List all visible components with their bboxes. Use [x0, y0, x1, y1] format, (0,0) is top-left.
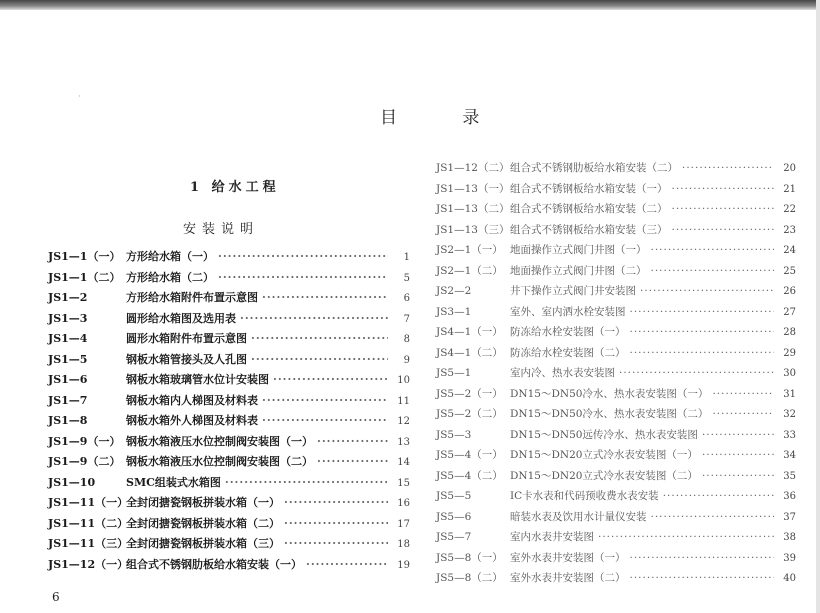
toc-entry-code: JS1—5	[48, 352, 88, 366]
toc-entry-page: 26	[783, 286, 796, 297]
toc-entry-page: 30	[783, 368, 796, 379]
toc-leader-dots	[672, 203, 775, 215]
toc-entry-code: JS4—1（一）	[436, 326, 503, 338]
toc-entry	[436, 324, 796, 345]
toc-entry-page: 28	[783, 327, 796, 338]
toc-entry-code: JS1—12（一）	[48, 557, 129, 571]
toc-entry-page: 29	[783, 347, 796, 359]
toc-entry-code: JS1—1（二）	[48, 270, 121, 284]
toc-entry-name: 室内冷、热水表安装图	[510, 367, 615, 379]
toc-entry-name: 室外水表井安装图（二）	[510, 572, 626, 584]
toc-entry-name: 组合式不锈钢肋板给水箱安装（一）	[126, 557, 302, 571]
toc-entry-code: JS5—7	[436, 531, 472, 543]
toc-entry	[436, 529, 796, 550]
toc-entry	[48, 330, 410, 351]
toc-right-column	[436, 160, 796, 591]
toc-entry-page: 8	[403, 334, 410, 345]
toc-entry-page: 38	[783, 532, 796, 543]
toc-leader-dots	[598, 531, 774, 543]
toc-entry	[436, 304, 796, 325]
toc-leader-dots	[712, 388, 774, 400]
toc-leader-dots	[651, 265, 775, 277]
toc-entry-page: 39	[783, 552, 796, 564]
toc-entry	[436, 160, 796, 181]
toc-leader-dots	[284, 517, 388, 530]
toc-entry-name: 防冻给水栓安装图（一）	[510, 326, 626, 338]
toc-leader-dots	[284, 537, 388, 550]
toc-leader-dots	[630, 326, 775, 338]
toc-entry-code: JS2—1（二）	[436, 264, 503, 277]
toc-entry	[48, 474, 410, 495]
toc-entry-name: DN15～DN50冷水、热水表安装图（二）	[510, 408, 709, 420]
toc-entry-page: 12	[397, 416, 410, 427]
toc-entry-code: JS2—2	[436, 285, 472, 297]
toc-entry-name: DN15～DN50远传冷水、热水表安装图	[510, 428, 698, 441]
toc-entry	[48, 351, 410, 372]
toc-entry-name: 组合式不锈钢肋板给水箱安装（二）	[510, 162, 678, 174]
toc-entry-page: 22	[783, 204, 796, 215]
toc-entry-code: JS1—11（一）	[48, 496, 129, 509]
toc-entry	[48, 515, 410, 536]
toc-entry	[48, 433, 410, 454]
toc-leader-dots	[663, 490, 774, 502]
toc-entry-code: JS1—11（二）	[48, 516, 129, 530]
toc-entry-name: 钢板水箱管接头及人孔图	[126, 352, 247, 366]
toc-leader-dots	[273, 373, 388, 386]
toc-entry-page: 19	[397, 559, 410, 571]
toc-entry-name: 方形给水箱附件布置示意图	[126, 291, 258, 304]
toc-entry-code: JS1—1（一）	[48, 250, 121, 263]
scan-top-edge	[0, 0, 820, 10]
toc-entry-page: 40	[783, 573, 796, 584]
toc-leader-dots	[251, 353, 388, 366]
toc-leader-dots	[702, 470, 774, 482]
toc-entry-name: 地面操作立式阀门井图（一）	[510, 244, 647, 256]
toc-entry-name: 暗装水表及饮用水计量仪安装	[510, 510, 647, 523]
toc-leader-dots	[630, 552, 775, 564]
toc-entry	[436, 386, 796, 407]
toc-entry-page: 27	[783, 306, 796, 318]
toc-entry	[436, 181, 796, 202]
toc-entry	[436, 365, 796, 386]
toc-entry-code: JS1—6	[48, 373, 88, 386]
toc-entry	[48, 310, 410, 331]
toc-entry-page: 21	[783, 183, 796, 195]
toc-entry-name: 方形给水箱（一）	[126, 250, 214, 263]
toc-entry-page: 17	[397, 518, 410, 530]
toc-entry-name: 方形给水箱（二）	[126, 270, 214, 284]
toc-leader-dots	[262, 414, 388, 427]
toc-leader-dots	[672, 183, 775, 195]
toc-entry-name: IC卡水表和代码预收费水表安装	[510, 490, 659, 502]
toc-entry-page: 13	[397, 436, 410, 448]
toc-entry-code: JS5—1	[436, 367, 472, 379]
toc-entry-code: JS1—3	[48, 311, 88, 325]
toc-entry-name: 钢板水箱玻璃管水位计安装图	[126, 373, 269, 386]
toc-entry	[48, 289, 410, 310]
toc-leader-dots	[306, 558, 388, 571]
toc-entry-code: JS5—3	[436, 428, 472, 441]
toc-leader-dots	[630, 572, 775, 584]
toc-entry	[48, 248, 410, 269]
toc-entry-page: 23	[783, 224, 796, 236]
toc-entry-code: JS5—8（一）	[436, 551, 503, 564]
toc-leader-dots	[682, 162, 774, 174]
toc-entry-code: JS5—8（二）	[436, 572, 503, 584]
toc-leader-dots	[619, 367, 774, 379]
toc-entry	[436, 468, 796, 489]
toc-leader-dots	[317, 435, 388, 448]
toc-left-column	[48, 248, 410, 576]
toc-entry-code: JS1—7	[48, 393, 88, 407]
toc-leader-dots	[317, 455, 388, 468]
toc-entry-page: 7	[403, 313, 410, 325]
toc-leader-dots	[702, 429, 774, 441]
toc-entry-name: 全封闭搪瓷钢板拼装水箱（一）	[126, 496, 280, 509]
toc-leader-dots	[251, 332, 388, 345]
toc-entry-code: JS5—6	[436, 510, 472, 523]
toc-entry-name: 圆形水箱附件布置示意图	[126, 332, 247, 345]
toc-entry-code: JS2—1（一）	[436, 244, 503, 256]
toc-entry-page: 5	[403, 272, 410, 284]
toc-entry-code: JS5—2（一）	[436, 387, 503, 400]
toc-entry-name: 全封闭搪瓷钢板拼装水箱（二）	[126, 516, 280, 530]
toc-entry-name: 室内水表井安装图	[510, 531, 594, 543]
toc-entry-name: 井下操作立式阀门井安装图	[510, 285, 636, 297]
toc-entry-page: 31	[783, 388, 796, 400]
toc-entry-page: 33	[783, 429, 796, 441]
toc-leader-dots	[712, 408, 774, 420]
toc-entry-name: 地面操作立式阀门井图（二）	[510, 264, 647, 277]
toc-entry	[436, 447, 796, 468]
toc-entry-code: JS1—13（二）	[436, 203, 510, 215]
toc-entry	[436, 570, 796, 591]
toc-entry-code: JS1—2	[48, 291, 88, 304]
toc-entry-code: JS1—11（三）	[48, 537, 129, 550]
toc-entry-name: 组合式不锈钢板给水箱安装（二）	[510, 203, 668, 215]
toc-leader-dots	[672, 224, 775, 236]
toc-entry-name: 钢板水箱内人梯图及材料表	[126, 393, 258, 407]
toc-entry-code: JS4—1（二）	[436, 346, 503, 359]
toc-entry-code: JS5—5	[436, 490, 472, 502]
toc-leader-dots	[651, 244, 775, 256]
toc-entry	[48, 412, 410, 433]
toc-entry-page: 16	[397, 498, 410, 509]
toc-entry	[436, 488, 796, 509]
toc-entry-code: JS1—9（一）	[48, 434, 121, 448]
toc-entry-page: 25	[783, 265, 796, 277]
section-title: 1 给水工程	[190, 180, 280, 195]
toc-entry	[436, 406, 796, 427]
toc-entry	[48, 371, 410, 392]
scan-right-edge	[816, 0, 820, 613]
toc-entry-page: 36	[783, 491, 796, 502]
toc-leader-dots	[630, 347, 775, 359]
toc-entry	[48, 392, 410, 413]
toc-entry-name: DN15～DN20立式冷水表安装图（二）	[510, 469, 698, 482]
toc-entry-name: 全封闭搪瓷钢板拼装水箱（三）	[126, 537, 280, 550]
toc-entry	[48, 453, 410, 474]
page-number: 6	[52, 590, 60, 604]
toc-entry-page: 34	[783, 450, 796, 461]
toc-entry-page: 10	[397, 375, 410, 386]
scan-speck: ·	[78, 92, 81, 101]
toc-entry-code: JS1—9（二）	[48, 455, 121, 468]
toc-entry-name: 室外水表井安装图（一）	[510, 551, 626, 564]
toc-entry-name: 钢板水箱液压水位控制阀安装图（一）	[126, 434, 313, 448]
toc-leader-dots	[702, 449, 774, 461]
toc-entry-name: 圆形给水箱图及选用表	[126, 311, 236, 325]
toc-entry-code: JS1—8	[48, 414, 88, 427]
toc-entry-name: 室外、室内洒水栓安装图	[510, 305, 626, 318]
toc-entry	[48, 494, 410, 515]
toc-leader-dots	[630, 306, 775, 318]
toc-entry-page: 24	[783, 245, 796, 256]
toc-leader-dots	[651, 511, 775, 523]
toc-entry-name: DN15～DN50冷水、热水表安装图（一）	[510, 387, 709, 400]
toc-entry-page: 9	[403, 354, 410, 366]
toc-leader-dots	[240, 312, 388, 325]
toc-entry	[48, 535, 410, 556]
toc-entry-name: 组合式不锈钢板给水箱安装（一）	[510, 182, 668, 195]
toc-entry	[48, 556, 410, 577]
toc-entry-page: 14	[397, 457, 410, 468]
toc-entry-code: JS5—2（二）	[436, 408, 503, 420]
toc-entry-name: 钢板水箱外人梯图及材料表	[126, 414, 258, 427]
toc-entry-code: JS5—4（二）	[436, 469, 503, 482]
toc-entry-page: 11	[397, 395, 410, 407]
toc-entry	[436, 509, 796, 530]
toc-leader-dots	[225, 476, 388, 489]
toc-entry-name: DN15～DN20立式冷水表安装图（一）	[510, 449, 698, 461]
toc-entry	[436, 427, 796, 448]
toc-entry	[436, 283, 796, 304]
toc-entry-code: JS1—4	[48, 332, 88, 345]
toc-leader-dots	[262, 394, 388, 407]
toc-entry-code: JS1—10	[48, 475, 96, 489]
toc-entry-page: 20	[783, 163, 796, 174]
toc-entry	[436, 550, 796, 571]
toc-entry-page: 32	[783, 409, 796, 420]
toc-entry	[436, 263, 796, 284]
toc-entry-page: 37	[783, 511, 796, 523]
toc-entry	[436, 201, 796, 222]
toc-entry-page: 18	[397, 539, 410, 550]
toc-entry	[436, 222, 796, 243]
page-title: 目 录	[380, 108, 510, 128]
toc-leader-dots	[262, 291, 388, 304]
toc-entry-page: 35	[783, 470, 796, 482]
toc-entry-name: 防冻给水栓安装图（二）	[510, 346, 626, 359]
toc-entry-name: 组合式不锈钢板给水箱安装（三）	[510, 223, 668, 236]
subsection-title: 安装说明	[183, 222, 260, 237]
toc-entry-code: JS1—13（一）	[436, 182, 510, 195]
toc-entry-page: 6	[403, 293, 410, 304]
toc-entry	[48, 269, 410, 290]
toc-entry-page: 15	[397, 477, 410, 489]
toc-entry	[436, 242, 796, 263]
toc-leader-dots	[284, 496, 388, 509]
toc-entry	[436, 345, 796, 366]
toc-entry-name: 钢板水箱液压水位控制阀安装图（二）	[126, 455, 313, 468]
toc-entry-code: JS1—13（三）	[436, 223, 510, 236]
toc-entry-page: 1	[403, 252, 410, 263]
toc-entry-code: JS3—1	[436, 305, 472, 318]
toc-leader-dots	[218, 271, 388, 284]
toc-leader-dots	[218, 250, 388, 263]
toc-leader-dots	[640, 285, 774, 297]
toc-entry-code: JS1—12（二）	[436, 162, 510, 174]
toc-entry-code: JS5—4（一）	[436, 449, 503, 461]
toc-entry-name: SMC组装式水箱图	[126, 475, 221, 489]
